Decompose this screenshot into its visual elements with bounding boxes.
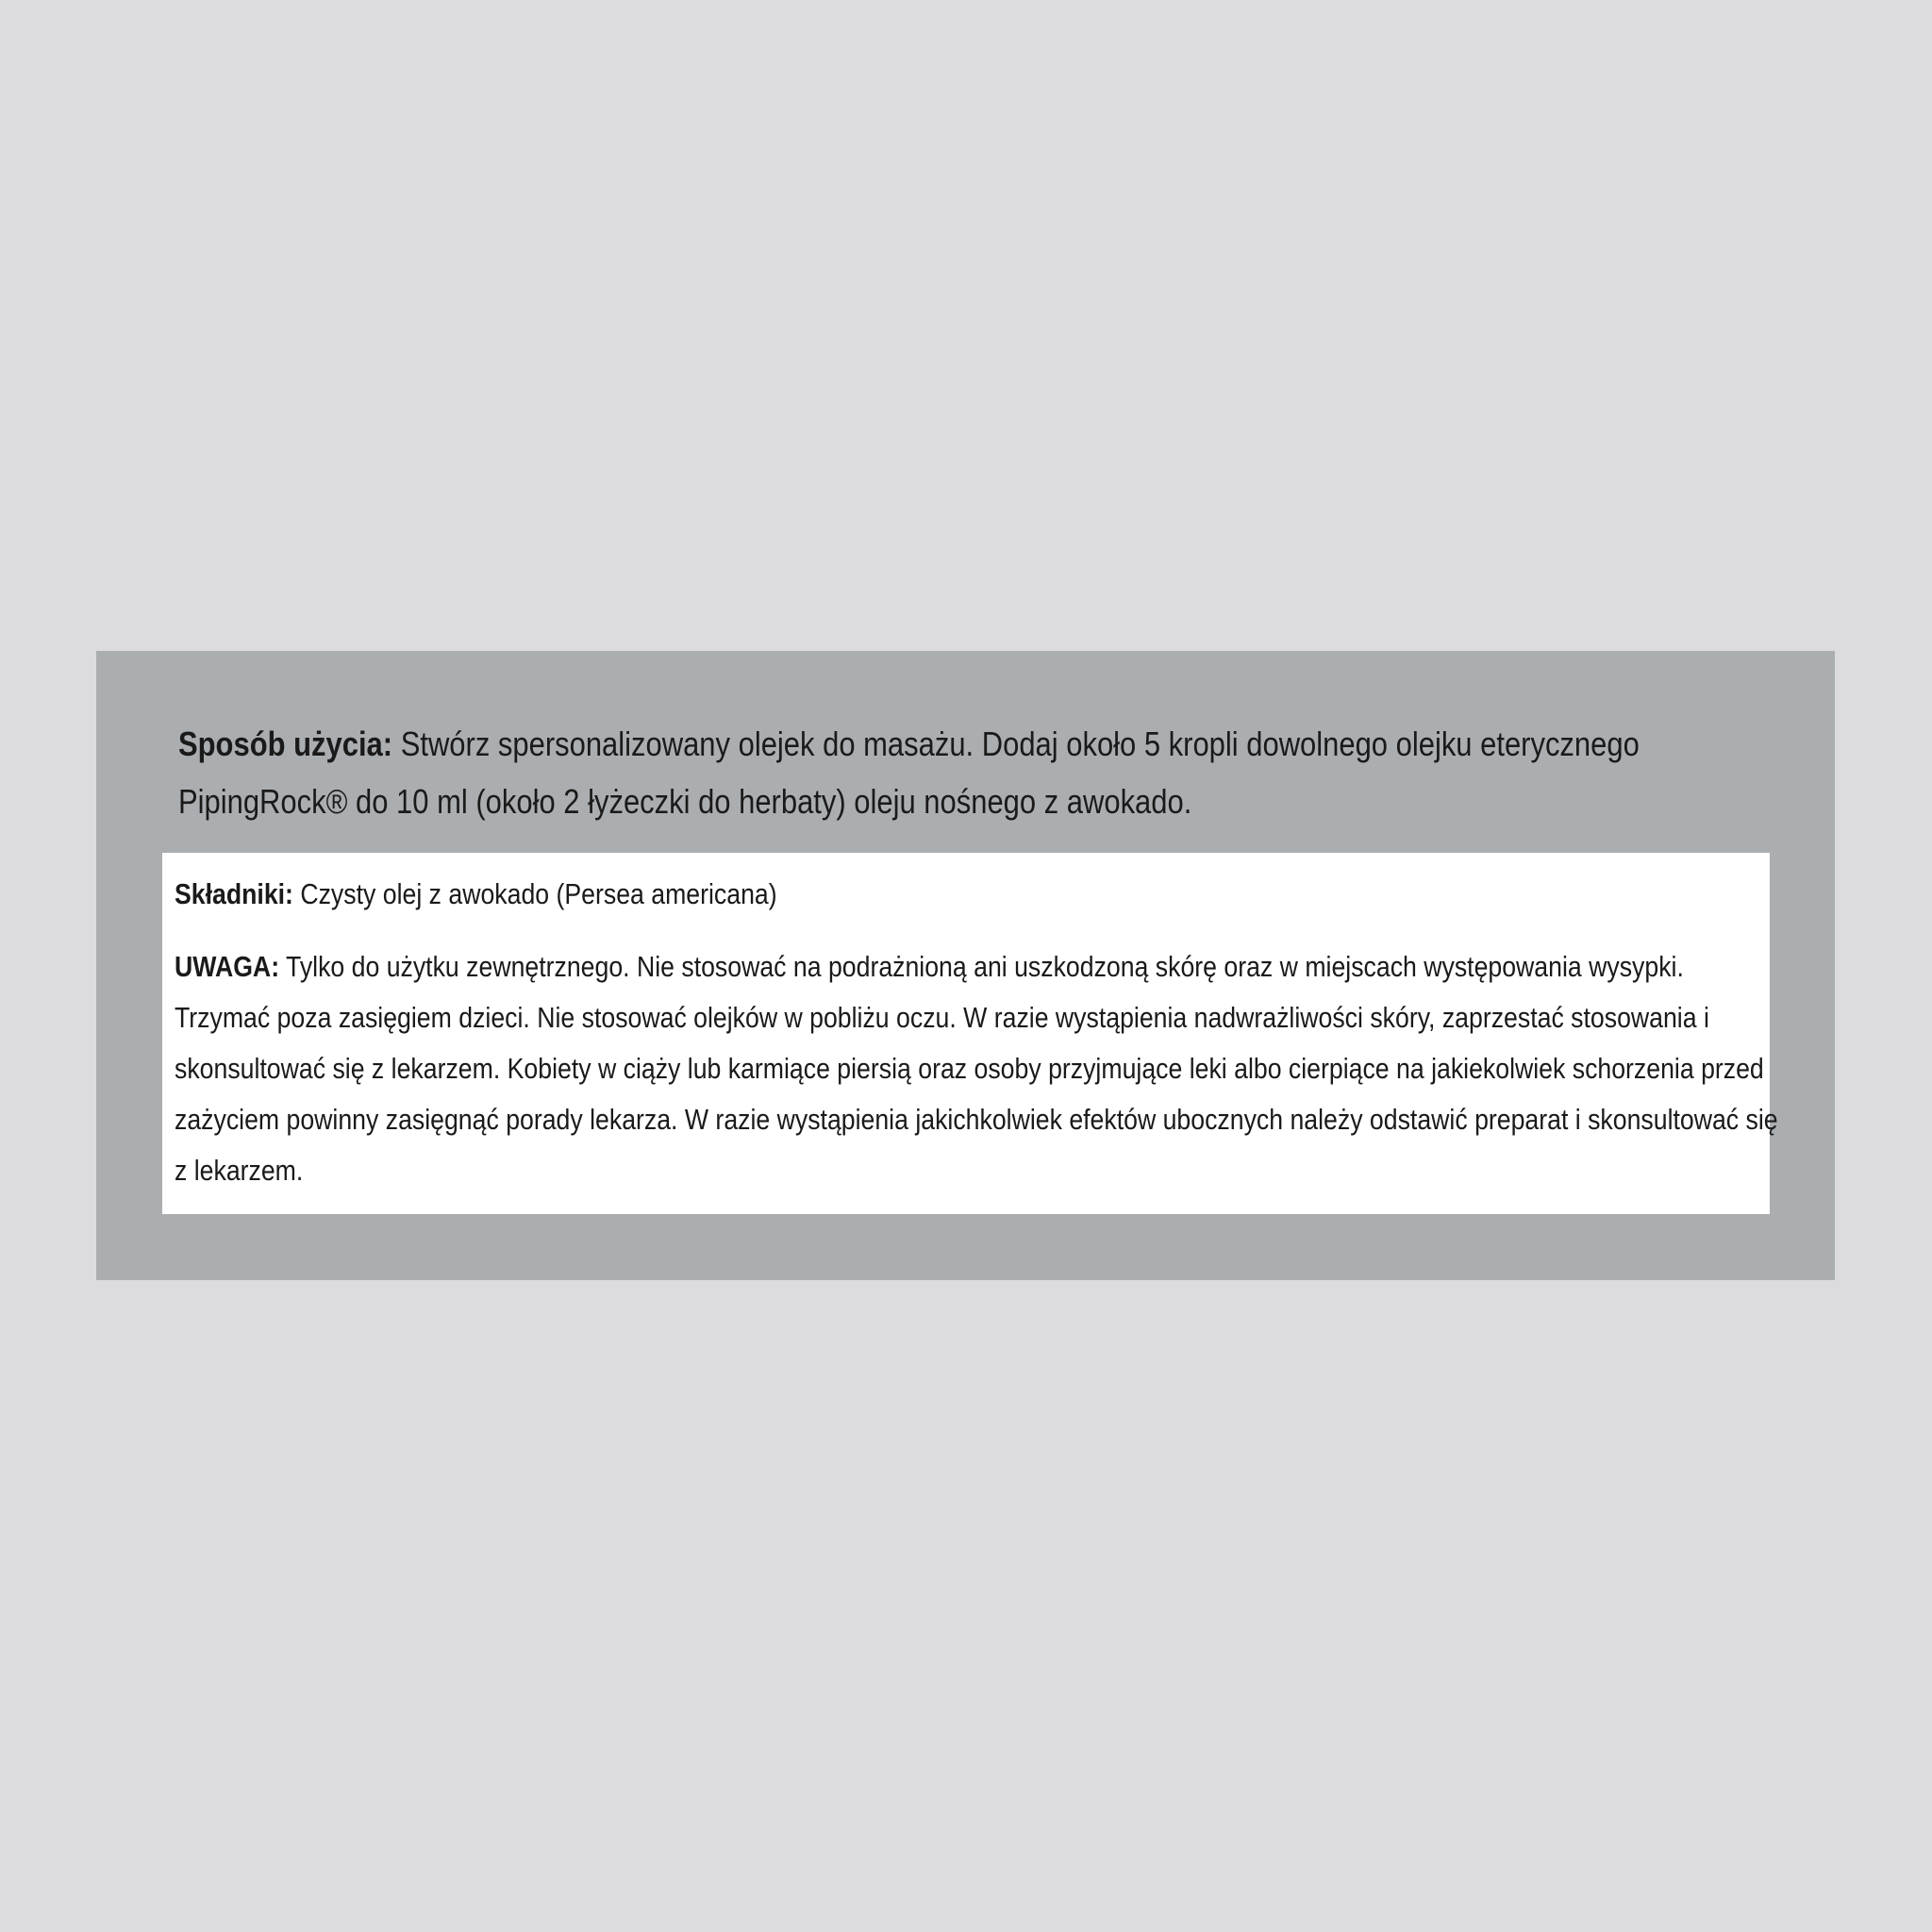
info-content [175, 875, 1781, 1196]
info-box [162, 853, 1778, 1214]
ingredients-paragraph [175, 875, 1781, 913]
warning-text: Tylko do użytku zewnętrznego. Nie stosować na podrażnioną ani uszkodzoną skórę oraz w miejscach występowania wysypki. Trzymać poza zasięgiem dzieci. Nie stosować olejków w pobliżu oczu. W razie wystąpienia nadwrażliwości skóry, zaprzestać stosowania i skonsultować się z lekarzem. Kobiety w ciąży lub karmiące piersią oraz osoby przyjmujące leki albo cierpiące na jakiekolwiek schorzenia przed zażyciem powinny zasięgnąć porady lekarza. W razie wystąpienia jakichkolwiek efektów ubocznych należy odstawić preparat i skonsultować się z lekarzem. [175, 950, 1778, 1187]
directions-paragraph [178, 715, 1744, 830]
ingredients-label: Składniki: [175, 877, 293, 910]
product-label-panel [96, 651, 1835, 1280]
warning-paragraph [175, 941, 1781, 1196]
warning-label: UWAGA: [175, 950, 280, 983]
directions-text: Stwórz spersonalizowany olejek do masażu. Dodaj około 5 kropli dowolnego olejku eterycznego PipingRock® do 10 ml (około 2 łyżeczki do herbaty) oleju nośnego z awokado. [178, 724, 1640, 821]
ingredients-text: Czysty olej z awokado (Persea americana) [300, 877, 777, 910]
directions-label: Sposób użycia: [178, 724, 393, 763]
